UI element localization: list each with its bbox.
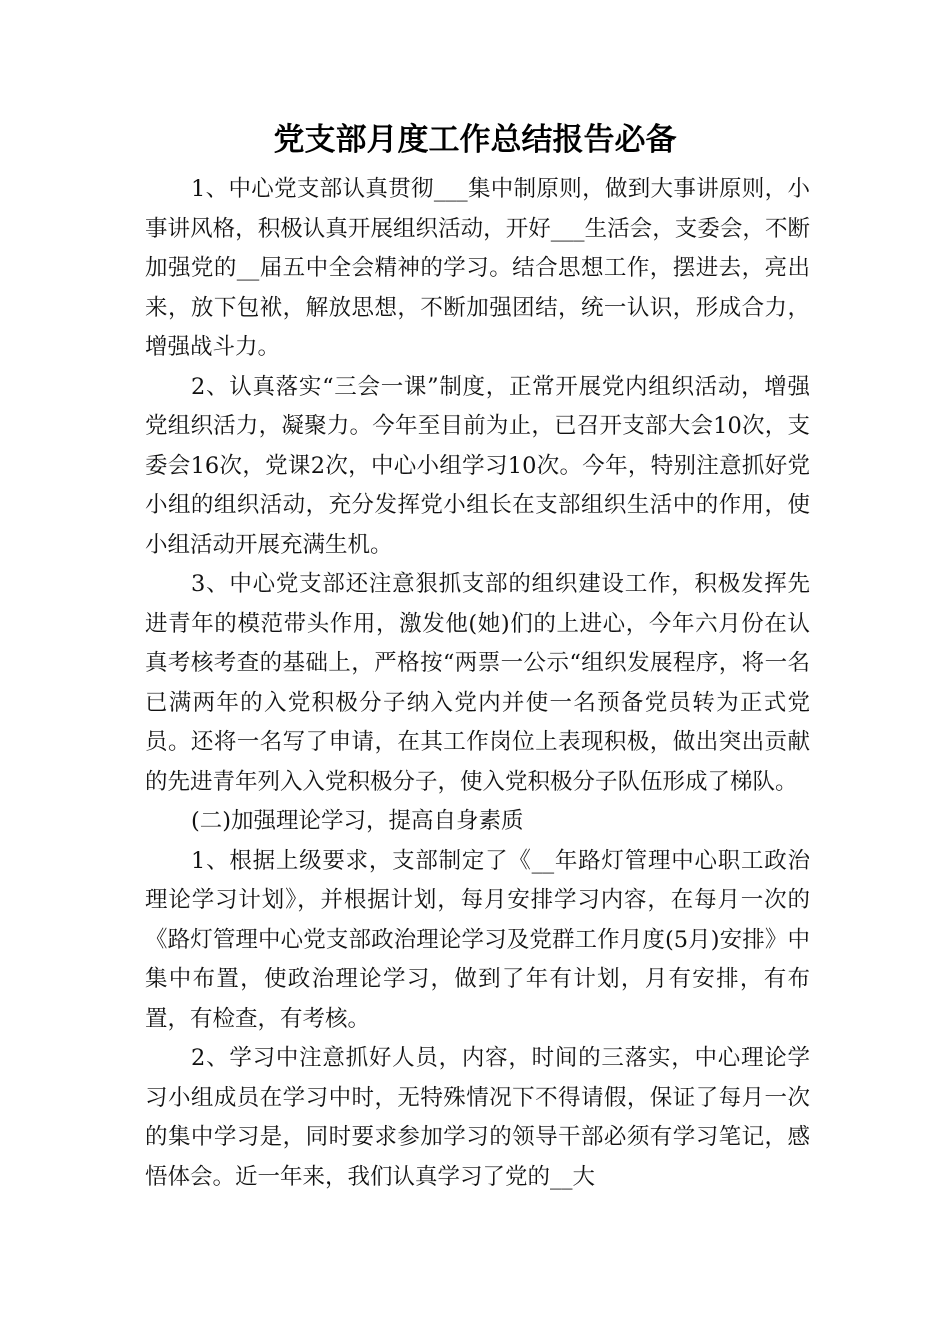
paragraph-2: 2、认真落实“三会一课”制度，正常开展党内组织活动，增强党组织活力，凝聚力。今年至目前为止，已召开支部大会10次，支委会16次，党课2次，中心小组学习10次。今年，特别注意抓好党小组的组织活动，充分发挥党小组长在支部组织生活中的作用，使小组活动开展充满生机。 (145, 373, 810, 558)
paragraph-1: 1、中心党支部认真贯彻___集中制原则，做到大事讲原则，小事讲风格，积极认真开展组织活动，开好___生活会，支委会，不断加强党的__届五中全会精神的学习。结合思想工作，摆进去，亮出来，放下包袱，解放思想，不断加强团结，统一认识，形成合力，增强战斗力。 (145, 176, 810, 360)
document-title: 党支部月度工作总结报告必备 (273, 122, 677, 158)
paragraph-4: 1、根据上级要求，支部制定了《__年路灯管理中心职工政治理论学习计划》，并根据计划，每月安排学习内容，在每月一次的《路灯管理中心党支部政治理论学习及党群工作月度(5月)安排》中集中布置，使政治理论学习，做到了年有计划，月有安排，有布置，有检查，有考核。 (145, 847, 810, 1032)
section-heading: (二)加强理论学习，提高自身素质 (191, 808, 524, 834)
document-body (145, 170, 810, 1197)
paragraph-3: 3、中心党支部还注意狠抓支部的组织建设工作，积极发挥先进青年的模范带头作用，激发他(她)们的上进心，今年六月份在认真考核考查的基础上，严格按“两票一公示“组织发展程序，将一名已满两年的入党积极分子纳入党内并使一名预备党员转为正式党员。还将一名写了申请，在其工作岗位上表现积极，做出突出贡献的先进青年列入入党积极分子，使入党积极分子队伍形成了梯队。 (145, 571, 810, 795)
paragraph-5: 2、学习中注意抓好人员，内容，时间的三落实，中心理论学习小组成员在学习中时，无特殊情况下不得请假，保证了每月一次的集中学习是，同时要求参加学习的领导干部必须有学习笔记，感悟体会。近一年来，我们认真学习了党的__大 (145, 1045, 810, 1190)
